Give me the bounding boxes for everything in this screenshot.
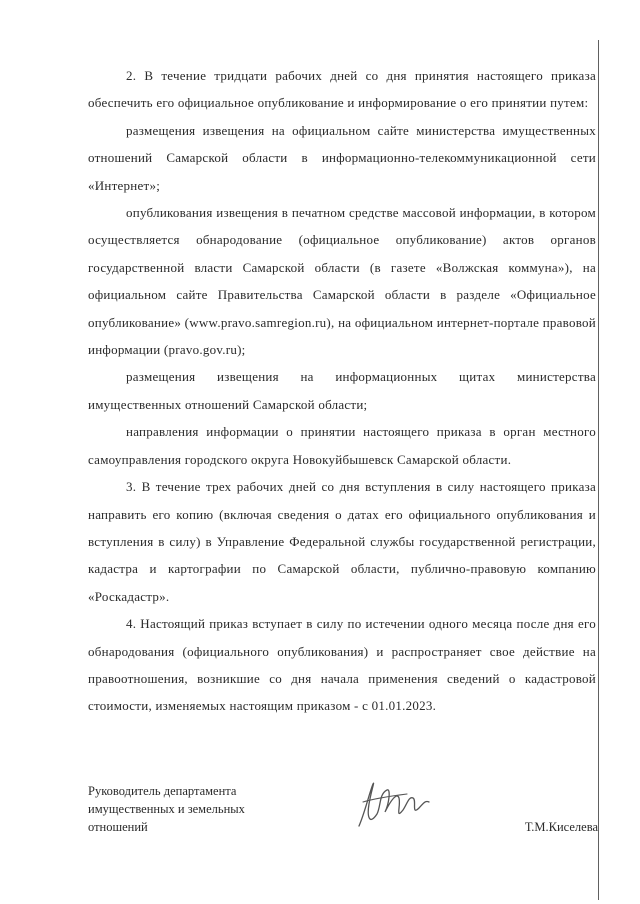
- document-body: [88, 62, 596, 720]
- signature-block: [88, 782, 598, 842]
- paragraph-print-publication: опубликования извещения в печатном средстве массовой информации, в котором осуществляется обнародование (официальное опубликование) актов органов государственной власти Самарской области (в газете «Волжская коммуна»), на официальном сайте Правительства Самарской области в разделе «Официальное опубликование» (www.pravo.samregion.ru), на официальном интернет-портале правовой информации (pravo.gov.ru);: [88, 205, 596, 358]
- paragraph-info-boards: размещения извещения на информационных щитах министерства имущественных отношений Самарской области;: [88, 369, 596, 412]
- signatory-name: Т.М.Киселева: [524, 820, 598, 834]
- paragraph-item-3: 3. В течение трех рабочих дней со дня вступления в силу настоящего приказа направить его копию (включая сведения о датах его официального опубликования и вступления в силу) в Управление Федеральной службы государственной регистрации, кадастра и картографии по Самарской области, публично-правовую компанию «Роскадастр».: [88, 479, 596, 604]
- paragraph-item-4: 4. Настоящий приказ вступает в силу по истечении одного месяца после дня его обнародования (официального опубликования) и распространяет свое действие на правоотношения, возникшие со дня начала применения сведений о кадастровой стоимости, изменяемых настоящим приказом - с 01.01.2023.: [88, 616, 596, 714]
- signatory-title: Руководитель департамента имущественных и земельных отношений: [88, 784, 245, 834]
- handwritten-signature-icon: [351, 776, 433, 834]
- paragraph-item-2: 2. В течение тридцати рабочих дней со дня принятия настоящего приказа обеспечить его официальное опубликование и информирование о его принятии путем:: [88, 68, 596, 111]
- paragraph-website-notice: размещения извещения на официальном сайте министерства имущественных отношений Самарской области в информационно-телекоммуникационной сети «Интернет»;: [88, 122, 596, 193]
- paragraph-local-government: направления информации о принятии настоящего приказа в орган местного самоуправления городского округа Новокуйбышевск Самарской области.: [88, 424, 596, 467]
- scan-margin-line: [598, 40, 599, 900]
